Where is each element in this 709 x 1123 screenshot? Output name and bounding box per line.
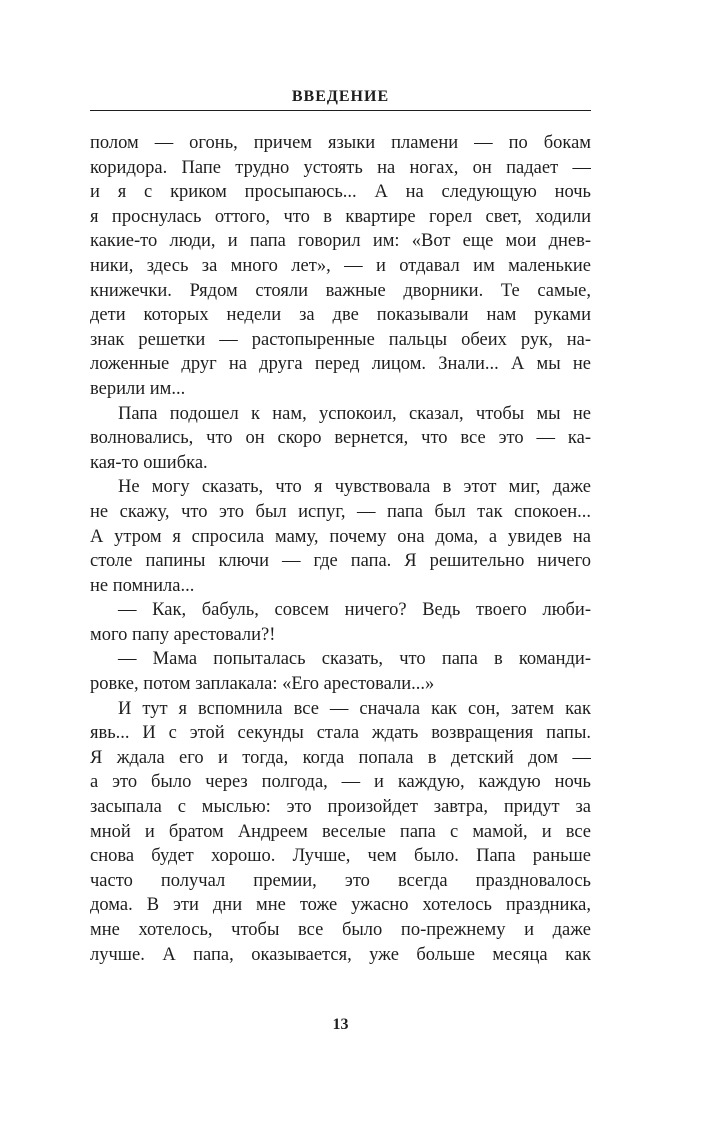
text-line: знак решетки — растопыренные пальцы обеих рук, на-	[90, 329, 591, 350]
text-line: верили им...	[90, 378, 186, 399]
text-line: — Как, бабуль, совсем ничего? Ведь твоего люби-	[118, 600, 591, 621]
text-line: я проснулась оттого, что в квартире горел свет, ходили	[90, 206, 591, 227]
page-number: 13	[332, 1016, 349, 1033]
text-line: снова будет хорошо. Лучше, чем было. Папа раньше	[90, 846, 591, 867]
text-line: мной и братом Андреем веселые папа с мамой, и все	[90, 821, 591, 842]
text-line: дома. В эти дни мне тоже ужасно хотелось праздника,	[90, 895, 591, 916]
text-line: — Мама попыталась сказать, что папа в команди-	[118, 649, 591, 670]
body-text	[90, 131, 591, 967]
text-line: явь... И с этой секунды стала ждать возвращения папы.	[90, 723, 591, 744]
text-line: мого папу арестовали?!	[90, 624, 276, 645]
text-line: Не могу сказать, что я чувствовала в этот миг, даже	[118, 477, 591, 498]
text-line: какие-то люди, и папа говорил им: «Вот еще мои днев-	[90, 231, 591, 252]
text-line: дети которых недели за две показывали нам руками	[90, 305, 591, 326]
text-line: не скажу, что это был испуг, — папа был так спокоен...	[90, 501, 591, 522]
text-line: И тут я вспомнила все — сначала как сон, затем как	[118, 698, 591, 719]
header-rule	[90, 110, 591, 111]
text-line: засыпала с мыслью: это произойдет завтра, придут за	[90, 797, 591, 818]
text-line: ники, здесь за много лет», — и отдавал им маленькие	[90, 255, 591, 276]
text-line: ложенные друг на друга перед лицом. Знали... А мы не	[90, 354, 591, 375]
text-line: волновались, что он скоро вернется, что все это — ка-	[90, 428, 591, 449]
text-line: и я с криком просыпаюсь... А на следующую ночь	[90, 182, 591, 203]
text-line: А утром я спросила маму, почему она дома, а увидев на	[90, 526, 591, 547]
text-line: полом — огонь, причем языки пламени — по бокам	[90, 133, 591, 153]
text-line: не помнила...	[90, 575, 195, 596]
text-line: Я ждала его и тогда, когда попала в детский дом —	[90, 747, 591, 768]
text-line: кая-то ошибка.	[90, 452, 208, 473]
text-line: мне хотелось, чтобы все было по-прежнему и даже	[90, 920, 591, 940]
text-line: Папа подошел к нам, успокоил, сказал, чтобы мы не	[118, 403, 591, 424]
text-line: а это было через полгода, — и каждую, каждую ночь	[90, 772, 591, 793]
text-line: лучше. А папа, оказывается, уже больше месяца как	[90, 944, 591, 965]
text-line: столе папины ключи — где папа. Я решительно ничего	[90, 551, 591, 572]
text-line: книжечки. Рядом стояли важные дворники. Те самые,	[90, 280, 591, 301]
text-line: коридора. Папе трудно устоять на ногах, он падает —	[90, 157, 591, 178]
running-head: ВВЕДЕНИЕ	[291, 88, 390, 105]
text-line: часто получал премии, это всегда праздновалось	[90, 870, 591, 891]
text-line: ровке, потом заплакала: «Его арестовали...»	[90, 674, 435, 695]
